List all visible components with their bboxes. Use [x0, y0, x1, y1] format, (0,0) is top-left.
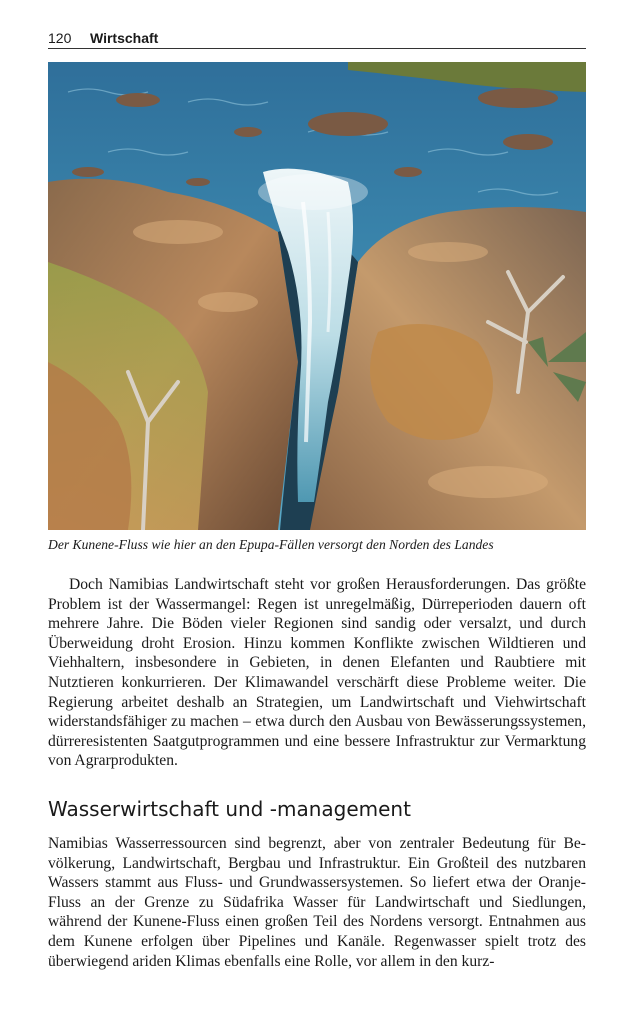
waterfall-photo: [48, 62, 586, 530]
page-number: 120: [48, 30, 72, 46]
figure-caption: Der Kunene-Fluss wie hier an den Epupa-Fällen versorgt den Norden des Landes: [48, 537, 494, 552]
body-paragraph-1: Doch Namibias Landwirtschaft steht vor großen Herausforderungen. Das größte Problem ist der Wassermangel: Regen ist unregelmäßig, Dürreperioden dauern oft mehrere Jahre. Die Böden vieler Regionen sind sandig oder versalzt, und durch Überweidung droht Erosion. Hinzu kommen Konflikte zwischen Wildtieren und Viehhaltern, insbesondere in Gebieten, in denen Elefanten und Raubtiere mit Nutztieren konkurrieren. Der Klimawandel verschärft diese Probleme weiter. Die Regierung arbeitet deshalb an Strategien, um Landwirtschaft und Viehwirtschaft widerstandsfähiger zu machen – etwa durch den Ausbau von Bewässerungssystemen, dürreresistenten Saatgutprogrammen und eine bessere Infrastruktur zur Vermarktung von Agrarprodukten.: [48, 576, 586, 770]
running-header: [48, 26, 586, 49]
running-header-section: Wirtschaft: [90, 30, 159, 46]
section-heading: Wasserwirtschaft und -management: [48, 797, 411, 821]
body-paragraph-2: Namibias Wasserressourcen sind begrenzt, aber von zentraler Bedeutung für Bevölkerung, Landwirtschaft, Bergbau und Infrastruktur. Ein Großteil des nutzbaren Wassers stammt aus Fluss- und Grundwassersystemen. So liefert etwa der Oranje-Fluss an der Grenze zu Südafrika Wasser für Landwirtschaft und Siedlungen, während der Kunene-Fluss einen großen Teil des Nordens versorgt. Entnahmen aus dem Kunene erfolgen über Pipelines und Kanäle. Regenwasser spielt trotz des überwiegend ariden Klimas ebenfalls eine Rolle, vor allem in den kurz-: [48, 835, 586, 970]
